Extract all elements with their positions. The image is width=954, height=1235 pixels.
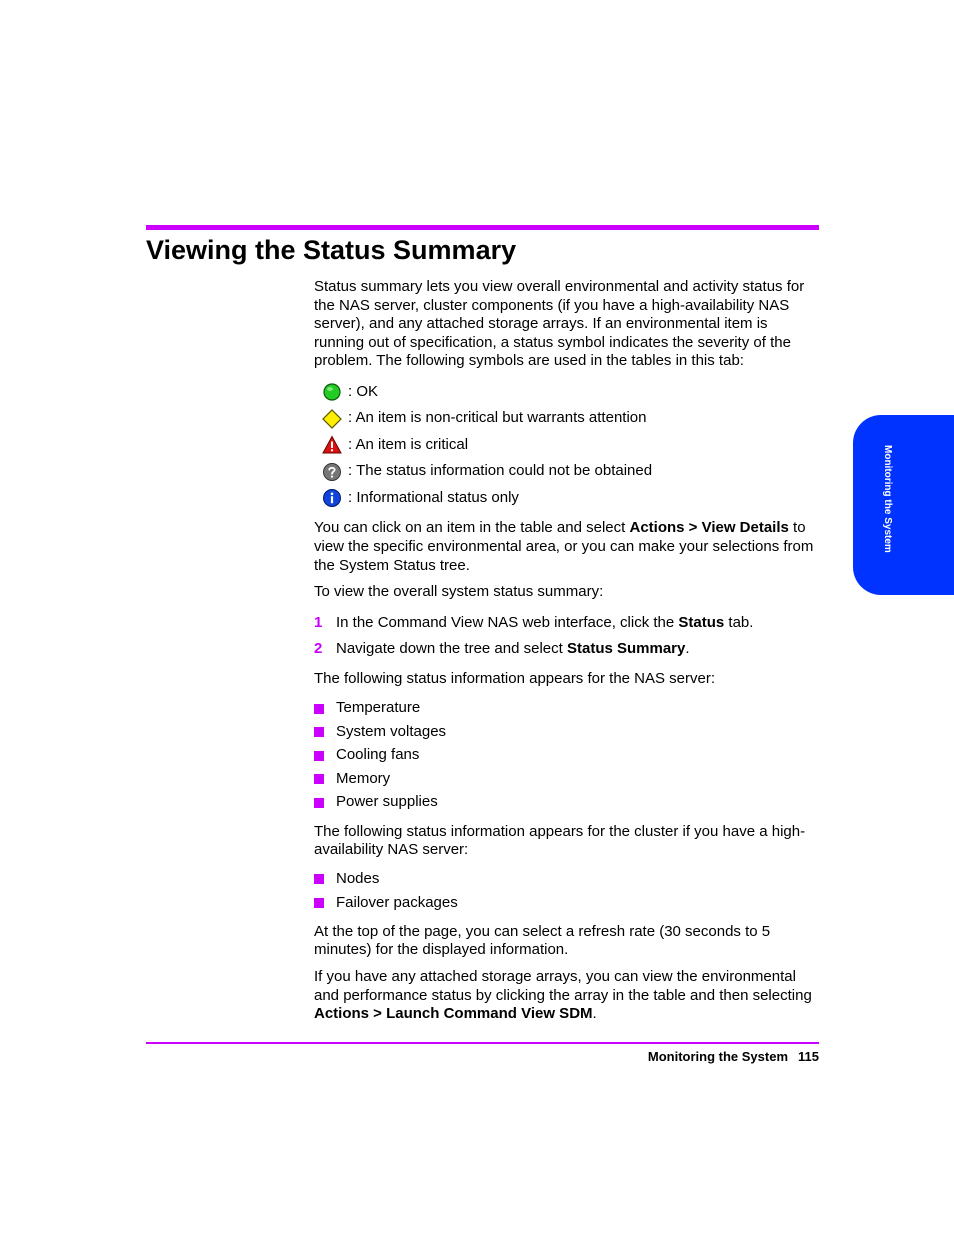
top-rule	[146, 225, 819, 230]
arrays-paragraph: If you have any attached storage arrays, you can view the environmental and performance status by clicking the array in the table and then selecting Actions > Launch Command View SDM.	[314, 967, 812, 1023]
symbol-row-info	[314, 485, 819, 512]
list-item: Memory	[314, 768, 819, 792]
side-tab-label: Monitoring the System	[882, 445, 893, 553]
warning-status-icon	[322, 409, 342, 429]
page-number: 115	[798, 1049, 819, 1064]
section-side-tab	[853, 415, 954, 595]
cluster-intro: The following status information appears for the cluster if you have a high-availability NAS server:	[314, 822, 806, 859]
cluster-status-list	[314, 868, 819, 915]
step-number: 1	[314, 613, 323, 631]
symbol-label: : OK	[348, 382, 379, 400]
bottom-rule	[146, 1042, 819, 1044]
square-bullet-icon	[314, 798, 324, 808]
symbol-label: : Informational status only	[348, 488, 519, 506]
nas-status-list	[314, 697, 819, 815]
click-paragraph: You can click on an item in the table and select Actions > View Details to view the specific environmental area, or you can make your selections from the System Status tree.	[314, 519, 814, 574]
step-text: In the Command View NAS web interface, click the Status tab.	[336, 613, 754, 631]
critical-status-icon	[322, 435, 342, 455]
steps-intro: To view the overall system status summary:	[314, 583, 604, 601]
menu-path-launch-sdm: Actions > Launch Command View SDM	[314, 1005, 593, 1023]
list-item: Temperature	[314, 697, 819, 721]
refresh-paragraph: At the top of the page, you can select a refresh rate (30 seconds to 5 minutes) for the displayed information.	[314, 922, 771, 959]
square-bullet-icon	[314, 874, 324, 884]
unknown-status-icon	[322, 462, 342, 482]
symbol-row-unknown	[314, 458, 819, 485]
ok-status-icon	[322, 382, 342, 402]
nas-intro: The following status information appears for the NAS server:	[314, 670, 716, 688]
list-item: Failover packages	[314, 891, 819, 915]
menu-path-view-details: Actions > View Details	[629, 519, 789, 537]
list-item: Cooling fans	[314, 744, 819, 768]
page-title: Viewing the Status Summary	[146, 235, 517, 265]
symbol-label: : An item is non-critical but warrants attention	[348, 409, 647, 427]
square-bullet-icon	[314, 727, 324, 737]
symbol-list	[314, 379, 819, 512]
list-item: Power supplies	[314, 791, 819, 815]
square-bullet-icon	[314, 704, 324, 714]
step-number: 2	[314, 639, 323, 657]
list-item: Nodes	[314, 868, 819, 892]
step-text: Navigate down the tree and select Status Summary.	[336, 639, 690, 657]
step-list	[314, 610, 819, 663]
symbol-row-warning	[314, 405, 819, 432]
symbol-label: : The status information could not be obtained	[348, 462, 653, 480]
body-content	[314, 278, 819, 1032]
square-bullet-icon	[314, 751, 324, 761]
intro-paragraph: Status summary lets you view overall environmental and activity status for the NAS server, cluster components (if you have a high-availability NAS server), and any attached storage arrays. If an environmental item is running out of specification, a status symbol indicates the severity of the problem. The following symbols are used in the tables in this tab:	[314, 278, 805, 370]
square-bullet-icon	[314, 774, 324, 784]
info-status-icon	[322, 488, 342, 508]
step-item	[314, 636, 819, 662]
symbol-row-critical	[314, 432, 819, 459]
page-footer	[648, 1049, 819, 1064]
step-item	[314, 610, 819, 636]
list-item: System voltages	[314, 721, 819, 745]
footer-section: Monitoring the System	[647, 1049, 789, 1064]
symbol-label: : An item is critical	[348, 435, 469, 453]
symbol-row-ok	[314, 379, 819, 406]
square-bullet-icon	[314, 898, 324, 908]
